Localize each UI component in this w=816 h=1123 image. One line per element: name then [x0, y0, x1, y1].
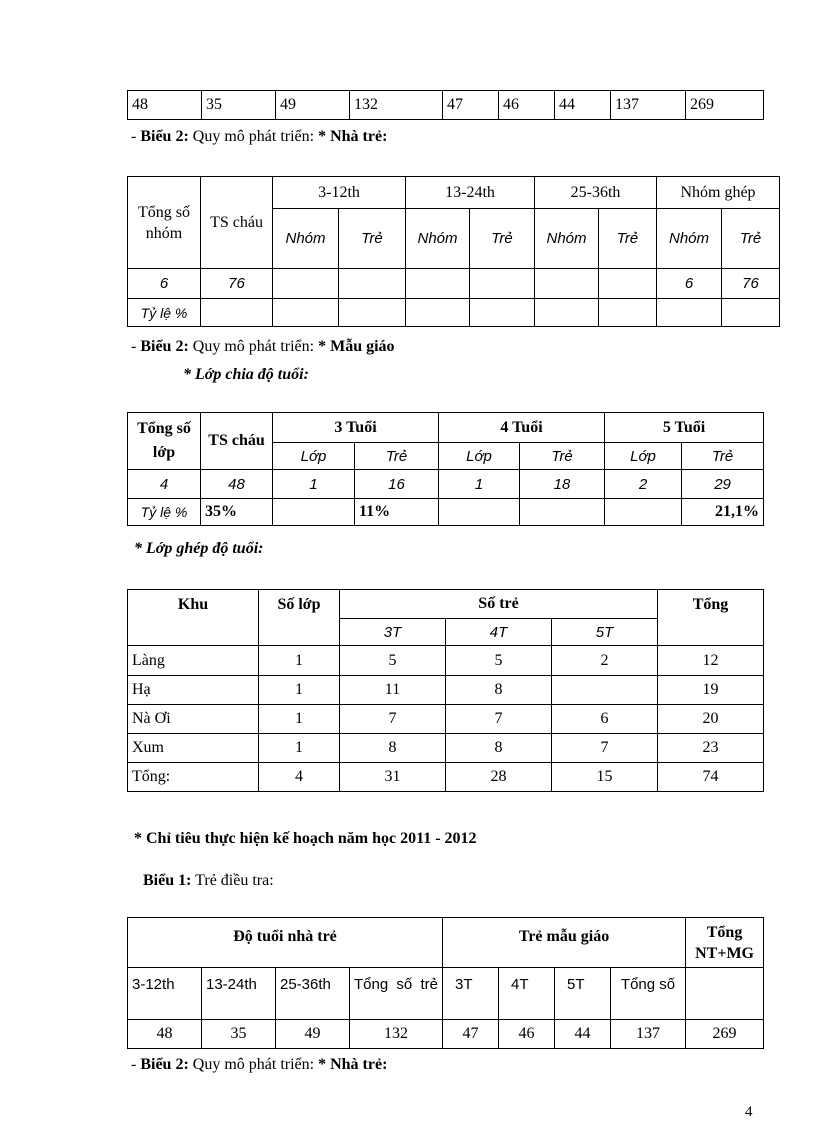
sub-header: Trẻ — [682, 443, 764, 470]
cell: 49 — [276, 1020, 350, 1049]
header-ts-chau: TS cháu — [201, 177, 273, 269]
khu-name: Làng — [128, 646, 259, 676]
sub-header: Trẻ — [355, 443, 439, 470]
header-group: 3 Tuổi — [273, 413, 439, 443]
sub-header: 13-24th — [202, 968, 276, 1020]
header-so-tre: Số trẻ — [340, 590, 658, 619]
header-group: 4 Tuổi — [439, 413, 605, 443]
header-group: 5 Tuổi — [605, 413, 764, 443]
top-cell: 47 — [443, 91, 499, 120]
cell: 8 — [340, 734, 446, 763]
total-label: Tổng: — [128, 763, 259, 792]
header-group: 25-36th — [535, 177, 657, 209]
cell — [273, 499, 355, 526]
header-group: 13-24th — [406, 177, 535, 209]
top-cell: 137 — [611, 91, 686, 120]
top-cell: 269 — [686, 91, 764, 120]
header-tong-so-nhom: Tổng số nhóm — [128, 177, 201, 269]
top-cell: 49 — [276, 91, 350, 120]
cell: 5 — [446, 646, 552, 676]
bieu2-nha-tre-heading-2: - Biểu 2: Quy mô phát triển: * Nhà trẻ: — [131, 1056, 388, 1073]
sub-header: Nhóm — [406, 209, 470, 269]
cell: 1 — [273, 470, 355, 499]
cell: 18 — [520, 470, 605, 499]
cell: 8 — [446, 734, 552, 763]
top-cell: 46 — [499, 91, 555, 120]
sub-header: 5T — [552, 619, 658, 646]
sub-header: Nhóm — [535, 209, 599, 269]
sub-header: Lớp — [273, 443, 355, 470]
sub-header: Trẻ — [520, 443, 605, 470]
cell — [406, 269, 470, 299]
cell: 19 — [658, 676, 764, 705]
cell: 2 — [605, 470, 682, 499]
khu-name: Nà Ơi — [128, 705, 259, 734]
cell: 35 — [202, 1020, 276, 1049]
bieu1-heading: Biểu 1: Trẻ điều tra: — [143, 872, 274, 889]
sub-header: 4T — [446, 619, 552, 646]
cell: 1 — [259, 676, 340, 705]
cell: 5 — [340, 646, 446, 676]
top-cell: 48 — [128, 91, 202, 120]
cell: 48 — [128, 1020, 202, 1049]
top-cell: 132 — [350, 91, 443, 120]
cell: 11% — [355, 499, 439, 526]
header-group: 3-12th — [273, 177, 406, 209]
cell — [535, 299, 599, 327]
cell: 20 — [658, 705, 764, 734]
cell — [599, 269, 657, 299]
cell: 23 — [658, 734, 764, 763]
tre-dieu-tra-table — [127, 917, 764, 1049]
cell: 8 — [446, 676, 552, 705]
cell — [273, 269, 339, 299]
cell: 48 — [201, 470, 273, 499]
cell — [406, 299, 470, 327]
khu-name: Hạ — [128, 676, 259, 705]
cell: 11 — [340, 676, 446, 705]
cell: 1 — [259, 705, 340, 734]
cell: 269 — [686, 1020, 764, 1049]
cell — [470, 269, 535, 299]
header-tong-nt-mg: Tổng NT+MG — [686, 918, 764, 968]
header-ts-chau: TS cháu — [201, 413, 273, 470]
cell: 35% — [201, 499, 273, 526]
cell: 15 — [552, 763, 658, 792]
cell: 7 — [446, 705, 552, 734]
cell: 28 — [446, 763, 552, 792]
nha-tre-table — [127, 176, 780, 327]
sub-header: Trẻ — [339, 209, 406, 269]
header-tong: Tổng — [658, 590, 764, 646]
cell: 137 — [611, 1020, 686, 1049]
header-so-lop: Số lớp — [259, 590, 340, 646]
sub-header: 25-36th — [276, 968, 350, 1020]
cell — [439, 499, 520, 526]
cell: 1 — [439, 470, 520, 499]
cell: 16 — [355, 470, 439, 499]
cell — [605, 499, 682, 526]
cell: 1 — [259, 646, 340, 676]
cell: 21,1% — [682, 499, 764, 526]
cell — [273, 299, 339, 327]
cell: Tỷ lệ % — [128, 499, 201, 526]
sub-header: 4T — [499, 968, 555, 1020]
cell: 6 — [657, 269, 722, 299]
cell — [470, 299, 535, 327]
mau-giao-table — [127, 412, 764, 526]
sub-header: 3T — [443, 968, 499, 1020]
cell: 4 — [259, 763, 340, 792]
lop-ghep-heading: * Lớp ghép độ tuổi: — [134, 540, 264, 557]
cell: 76 — [722, 269, 780, 299]
cell: 44 — [555, 1020, 611, 1049]
sub-header: Nhóm — [273, 209, 339, 269]
cell: 2 — [552, 646, 658, 676]
page-number: 4 — [745, 1104, 753, 1120]
sub-header: 3-12th — [128, 968, 202, 1020]
sub-header: Lớp — [439, 443, 520, 470]
sub-header: 5T — [555, 968, 611, 1020]
cell: 6 — [128, 269, 201, 299]
header-do-tuoi-nha-tre: Độ tuổi nhà trẻ — [128, 918, 443, 968]
top-values-table — [127, 90, 764, 120]
top-cell: 44 — [555, 91, 611, 120]
lop-ghep-table — [127, 589, 764, 792]
header-khu: Khu — [128, 590, 259, 646]
khu-name: Xum — [128, 734, 259, 763]
cell: 74 — [658, 763, 764, 792]
sub-header: Trẻ — [470, 209, 535, 269]
cell: 6 — [552, 705, 658, 734]
sub-header: Tổng số trẻ — [350, 968, 443, 1020]
cell — [686, 968, 764, 1020]
cell — [599, 299, 657, 327]
cell: 7 — [340, 705, 446, 734]
cell: 47 — [443, 1020, 499, 1049]
cell — [657, 299, 722, 327]
sub-header: 3T — [340, 619, 446, 646]
cell: 29 — [682, 470, 764, 499]
sub-header: Tổng số — [611, 968, 686, 1020]
cell: 76 — [201, 269, 273, 299]
header-group: Nhóm ghép — [657, 177, 780, 209]
cell — [339, 299, 406, 327]
lop-chia-heading: * Lớp chia độ tuổi: — [183, 366, 309, 383]
top-cell: 35 — [202, 91, 276, 120]
cell: 1 — [259, 734, 340, 763]
cell — [552, 676, 658, 705]
header-tre-mau-giao: Trẻ mẫu giáo — [443, 918, 686, 968]
sub-header: Lớp — [605, 443, 682, 470]
cell: 46 — [499, 1020, 555, 1049]
cell — [339, 269, 406, 299]
cell — [722, 299, 780, 327]
cell: 12 — [658, 646, 764, 676]
chi-tieu-heading: * Chỉ tiêu thực hiện kế hoạch năm học 2011 - 2012 — [134, 830, 477, 847]
bieu2-nha-tre-heading: - Biểu 2: Quy mô phát triển: * Nhà trẻ: — [131, 128, 388, 145]
cell — [520, 499, 605, 526]
cell: 7 — [552, 734, 658, 763]
sub-header: Trẻ — [722, 209, 780, 269]
bieu2-mau-giao-heading: - Biểu 2: Quy mô phát triển: * Mẫu giáo — [131, 338, 395, 355]
sub-header: Trẻ — [599, 209, 657, 269]
header-tong-so-lop: Tổng số lớp — [128, 413, 201, 470]
cell — [535, 269, 599, 299]
cell: Tỷ lệ % — [128, 299, 201, 327]
cell — [201, 299, 273, 327]
sub-header: Nhóm — [657, 209, 722, 269]
cell: 132 — [350, 1020, 443, 1049]
cell: 4 — [128, 470, 201, 499]
cell: 31 — [340, 763, 446, 792]
